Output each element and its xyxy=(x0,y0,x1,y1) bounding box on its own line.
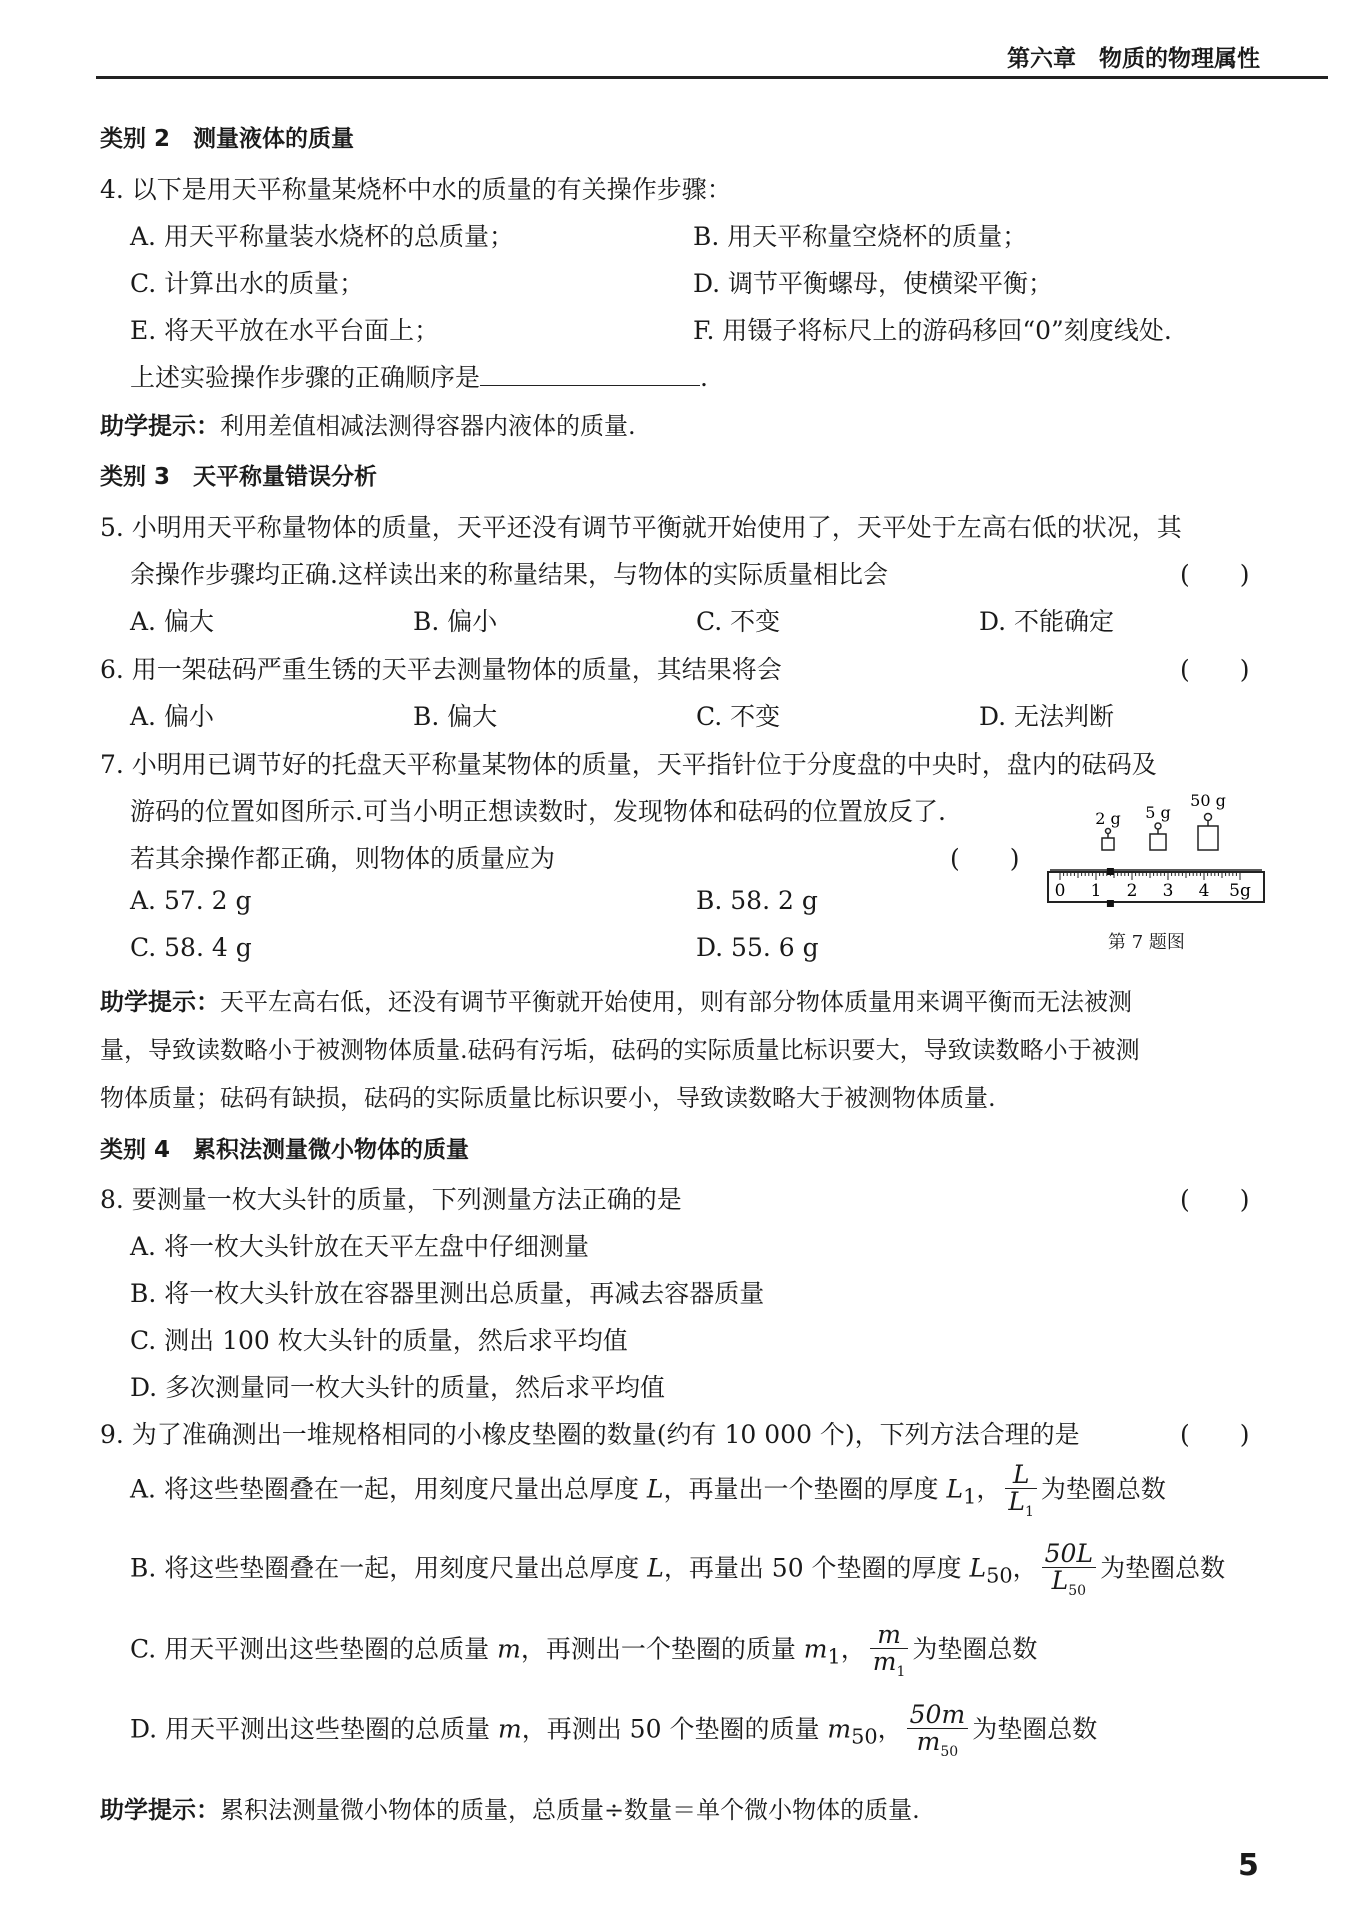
q4-period: . xyxy=(700,363,708,392)
hint-label: 助学提示： xyxy=(100,412,220,440)
q9-b-text2: ，再量出 50 个垫圈的厚度 xyxy=(663,1553,962,1583)
header-rule xyxy=(96,76,1328,79)
q9-c-text2: ，再测出一个垫圈的质量 xyxy=(520,1634,796,1664)
q9-a-fraction: $\frac{L}{L_1}$ xyxy=(1005,1462,1037,1520)
q7-line3: 若其余操作都正确，则物体的质量应为 xyxy=(130,844,556,873)
q9-d-text2: ，再测出 50 个垫圈的质量 xyxy=(521,1714,820,1744)
scale-label: 1 xyxy=(1090,881,1102,901)
q8-option-a: A. 将一枚大头针放在天平左盘中仔细测量 xyxy=(130,1232,589,1261)
q9-option-a: A. 将这些垫圈叠在一起，用刻度尺量出总厚度 L，再量出一个垫圈的厚度 $L_1$， $\frac{L}{L_1}$ 为垫圈总数 xyxy=(130,1460,1166,1521)
weight-label-5g: 5 g xyxy=(1145,803,1171,822)
q4-option-e: E. 将天平放在水平台面上； xyxy=(130,316,440,345)
q9-option-c: C. 用天平测出这些垫圈的总质量 m，再测出一个垫圈的质量 $m_1$， $\frac{m}{m_1}$ 为垫圈总数 xyxy=(130,1620,1038,1681)
q9-b-fraction: $\frac{50L}{L_{50}}$ xyxy=(1042,1541,1096,1599)
q9-b-text3: 为垫圈总数 xyxy=(1100,1553,1226,1583)
q4-order-text: 上述实验操作步骤的正确顺序是 xyxy=(130,363,481,392)
q6-option-b: B. 偏大 xyxy=(413,702,498,731)
q7-figure xyxy=(1040,790,1280,925)
q5-option-b: B. 偏小 xyxy=(413,607,498,636)
q9-c-text1: C. 用天平测出这些垫圈的总质量 xyxy=(130,1634,490,1664)
q7-option-b: B. 58. 2 g xyxy=(696,886,818,915)
hint-text-1: 天平左高右低，还没有调节平衡就开始使用，则有部分物体质量用来调平衡而无法被测 xyxy=(220,988,1132,1016)
q9-a-text3: 为垫圈总数 xyxy=(1040,1474,1166,1504)
q4-option-a: A. 用天平称量装水烧杯的总质量； xyxy=(130,222,514,251)
rider-top-icon xyxy=(1107,868,1114,875)
q9-option-d: D. 用天平测出这些垫圈的总质量 m，再测出 50 个垫圈的质量 $m_{50}$， $\frac{50m}{m_{50}}$ 为垫圈总数 xyxy=(130,1700,1098,1761)
q5-option-c: C. 不变 xyxy=(696,607,781,636)
scale-label: 0 xyxy=(1054,881,1066,901)
rider-bottom-icon xyxy=(1107,900,1114,907)
q9-answer-paren[interactable]: ( ) xyxy=(1180,1420,1250,1449)
q7-option-a: A. 57. 2 g xyxy=(130,886,252,915)
q5-option-a: A. 偏大 xyxy=(130,607,214,636)
q7-figure-caption: 第 7 题图 xyxy=(1108,932,1185,953)
q4-option-b: B. 用天平称量空烧杯的质量； xyxy=(693,222,1028,251)
weight-label-2g: 2 g xyxy=(1095,809,1121,828)
q7-option-c: C. 58. 4 g xyxy=(130,933,252,962)
q4-option-c: C. 计算出水的质量； xyxy=(130,269,365,298)
q6-answer-paren[interactable]: ( ) xyxy=(1180,655,1250,684)
q7-option-d: D. 55. 6 g xyxy=(696,933,819,962)
hint-cat3-line2: 量，导致读数略小于被测物体质量.砝码有污垢，砝码的实际质量比标识要大，导致读数略小于被测 xyxy=(100,1036,1140,1064)
hint-text: 利用差值相减法测得容器内液体的质量. xyxy=(220,412,636,440)
q6-stem: 6. 用一架砝码严重生锈的天平去测量物体的质量，其结果将会 xyxy=(100,655,782,684)
hint-text: 累积法测量微小物体的质量，总质量÷数量＝单个微小物体的质量. xyxy=(220,1796,920,1824)
hint-cat2 xyxy=(100,406,636,441)
q6-option-a: A. 偏小 xyxy=(130,702,214,731)
weight-label-50g: 50 g xyxy=(1190,791,1226,810)
q9-b-text1: B. 将这些垫圈叠在一起，用刻度尺量出总厚度 xyxy=(130,1553,640,1583)
hint-label: 助学提示： xyxy=(100,1796,220,1824)
q5-line2: 余操作步骤均正确.这样读出来的称量结果，与物体的实际质量相比会 xyxy=(130,560,888,589)
q9-d-text1: D. 用天平测出这些垫圈的总质量 xyxy=(130,1714,491,1744)
scale-label: 3 xyxy=(1162,881,1174,901)
hint-cat4 xyxy=(100,1790,920,1825)
q8-option-c: C. 测出 100 枚大头针的质量，然后求平均值 xyxy=(130,1326,628,1355)
q9-stem: 9. 为了准确测出一堆规格相同的小橡皮垫圈的数量(约有 10 000 个)，下列方法合理的是 xyxy=(100,1420,1080,1449)
category-3-title: 类别 3 天平称量错误分析 xyxy=(100,464,378,490)
q8-option-d: D. 多次测量同一枚大头针的质量，然后求平均值 xyxy=(130,1373,666,1402)
category-2-title: 类别 2 测量液体的质量 xyxy=(100,126,355,152)
q4-option-d: D. 调节平衡螺母，使横梁平衡； xyxy=(693,269,1054,298)
chapter-header: 第六章 物质的物理属性 xyxy=(1007,46,1260,72)
q5-answer-paren[interactable]: ( ) xyxy=(1180,560,1250,589)
hint-label: 助学提示： xyxy=(100,988,220,1016)
q7-answer-paren[interactable]: ( ) xyxy=(950,844,1020,873)
category-4-title: 类别 4 累积法测量微小物体的质量 xyxy=(100,1137,470,1163)
q6-option-d: D. 无法判断 xyxy=(979,702,1115,731)
q9-a-text2: ，再量出一个垫圈的厚度 xyxy=(663,1474,939,1504)
q9-d-text3: 为垫圈总数 xyxy=(972,1714,1098,1744)
q5-line1: 5. 小明用天平称量物体的质量，天平还没有调节平衡就开始使用了，天平处于左高右低的状况，其 xyxy=(100,513,1182,542)
q9-c-fraction: $\frac{m}{m_1}$ xyxy=(870,1622,909,1680)
scale-label: 5g xyxy=(1229,881,1251,901)
q9-option-b: B. 将这些垫圈叠在一起，用刻度尺量出总厚度 L，再量出 50 个垫圈的厚度 $L_{50}$， $\frac{50L}{L_{50}}$ 为垫圈总数 xyxy=(130,1539,1226,1600)
q7-line1: 7. 小明用已调节好的托盘天平称量某物体的质量，天平指针位于分度盘的中央时，盘内的砝码及 xyxy=(100,750,1157,779)
q5-option-d: D. 不能确定 xyxy=(979,607,1115,636)
q9-d-fraction: $\frac{50m}{m_{50}}$ xyxy=(907,1702,969,1760)
q8-stem: 8. 要测量一枚大头针的质量，下列测量方法正确的是 xyxy=(100,1185,682,1214)
weight-2g-icon xyxy=(1102,829,1114,851)
q9-a-text1: A. 将这些垫圈叠在一起，用刻度尺量出总厚度 xyxy=(130,1474,639,1504)
hint-cat3-line3: 物体质量；砝码有缺损，砝码的实际质量比标识要小，导致读数略大于被测物体质量. xyxy=(100,1084,996,1112)
q4-stem: 4. 以下是用天平称量某烧杯中水的质量的有关操作步骤： xyxy=(100,175,732,204)
q4-option-f: F. 用镊子将标尺上的游码移回“0”刻度线处. xyxy=(693,316,1172,345)
q8-option-b: B. 将一枚大头针放在容器里测出总质量，再减去容器质量 xyxy=(130,1279,765,1308)
hint-cat3-line1 xyxy=(100,982,1132,1017)
page-number: 5 xyxy=(1238,1848,1259,1883)
weight-50g-icon xyxy=(1198,814,1218,851)
q8-answer-paren[interactable]: ( ) xyxy=(1180,1185,1250,1214)
q7-line2: 游码的位置如图所示.可当小明正想读数时，发现物体和砝码的位置放反了. xyxy=(130,797,946,826)
q6-option-c: C. 不变 xyxy=(696,702,781,731)
scale-label: 4 xyxy=(1198,881,1210,901)
q4-answer-blank[interactable] xyxy=(480,384,700,386)
q4-order-line xyxy=(130,358,708,394)
scale-label: 2 xyxy=(1126,881,1138,901)
weight-5g-icon xyxy=(1150,823,1166,850)
q9-c-text3: 为垫圈总数 xyxy=(912,1634,1038,1664)
